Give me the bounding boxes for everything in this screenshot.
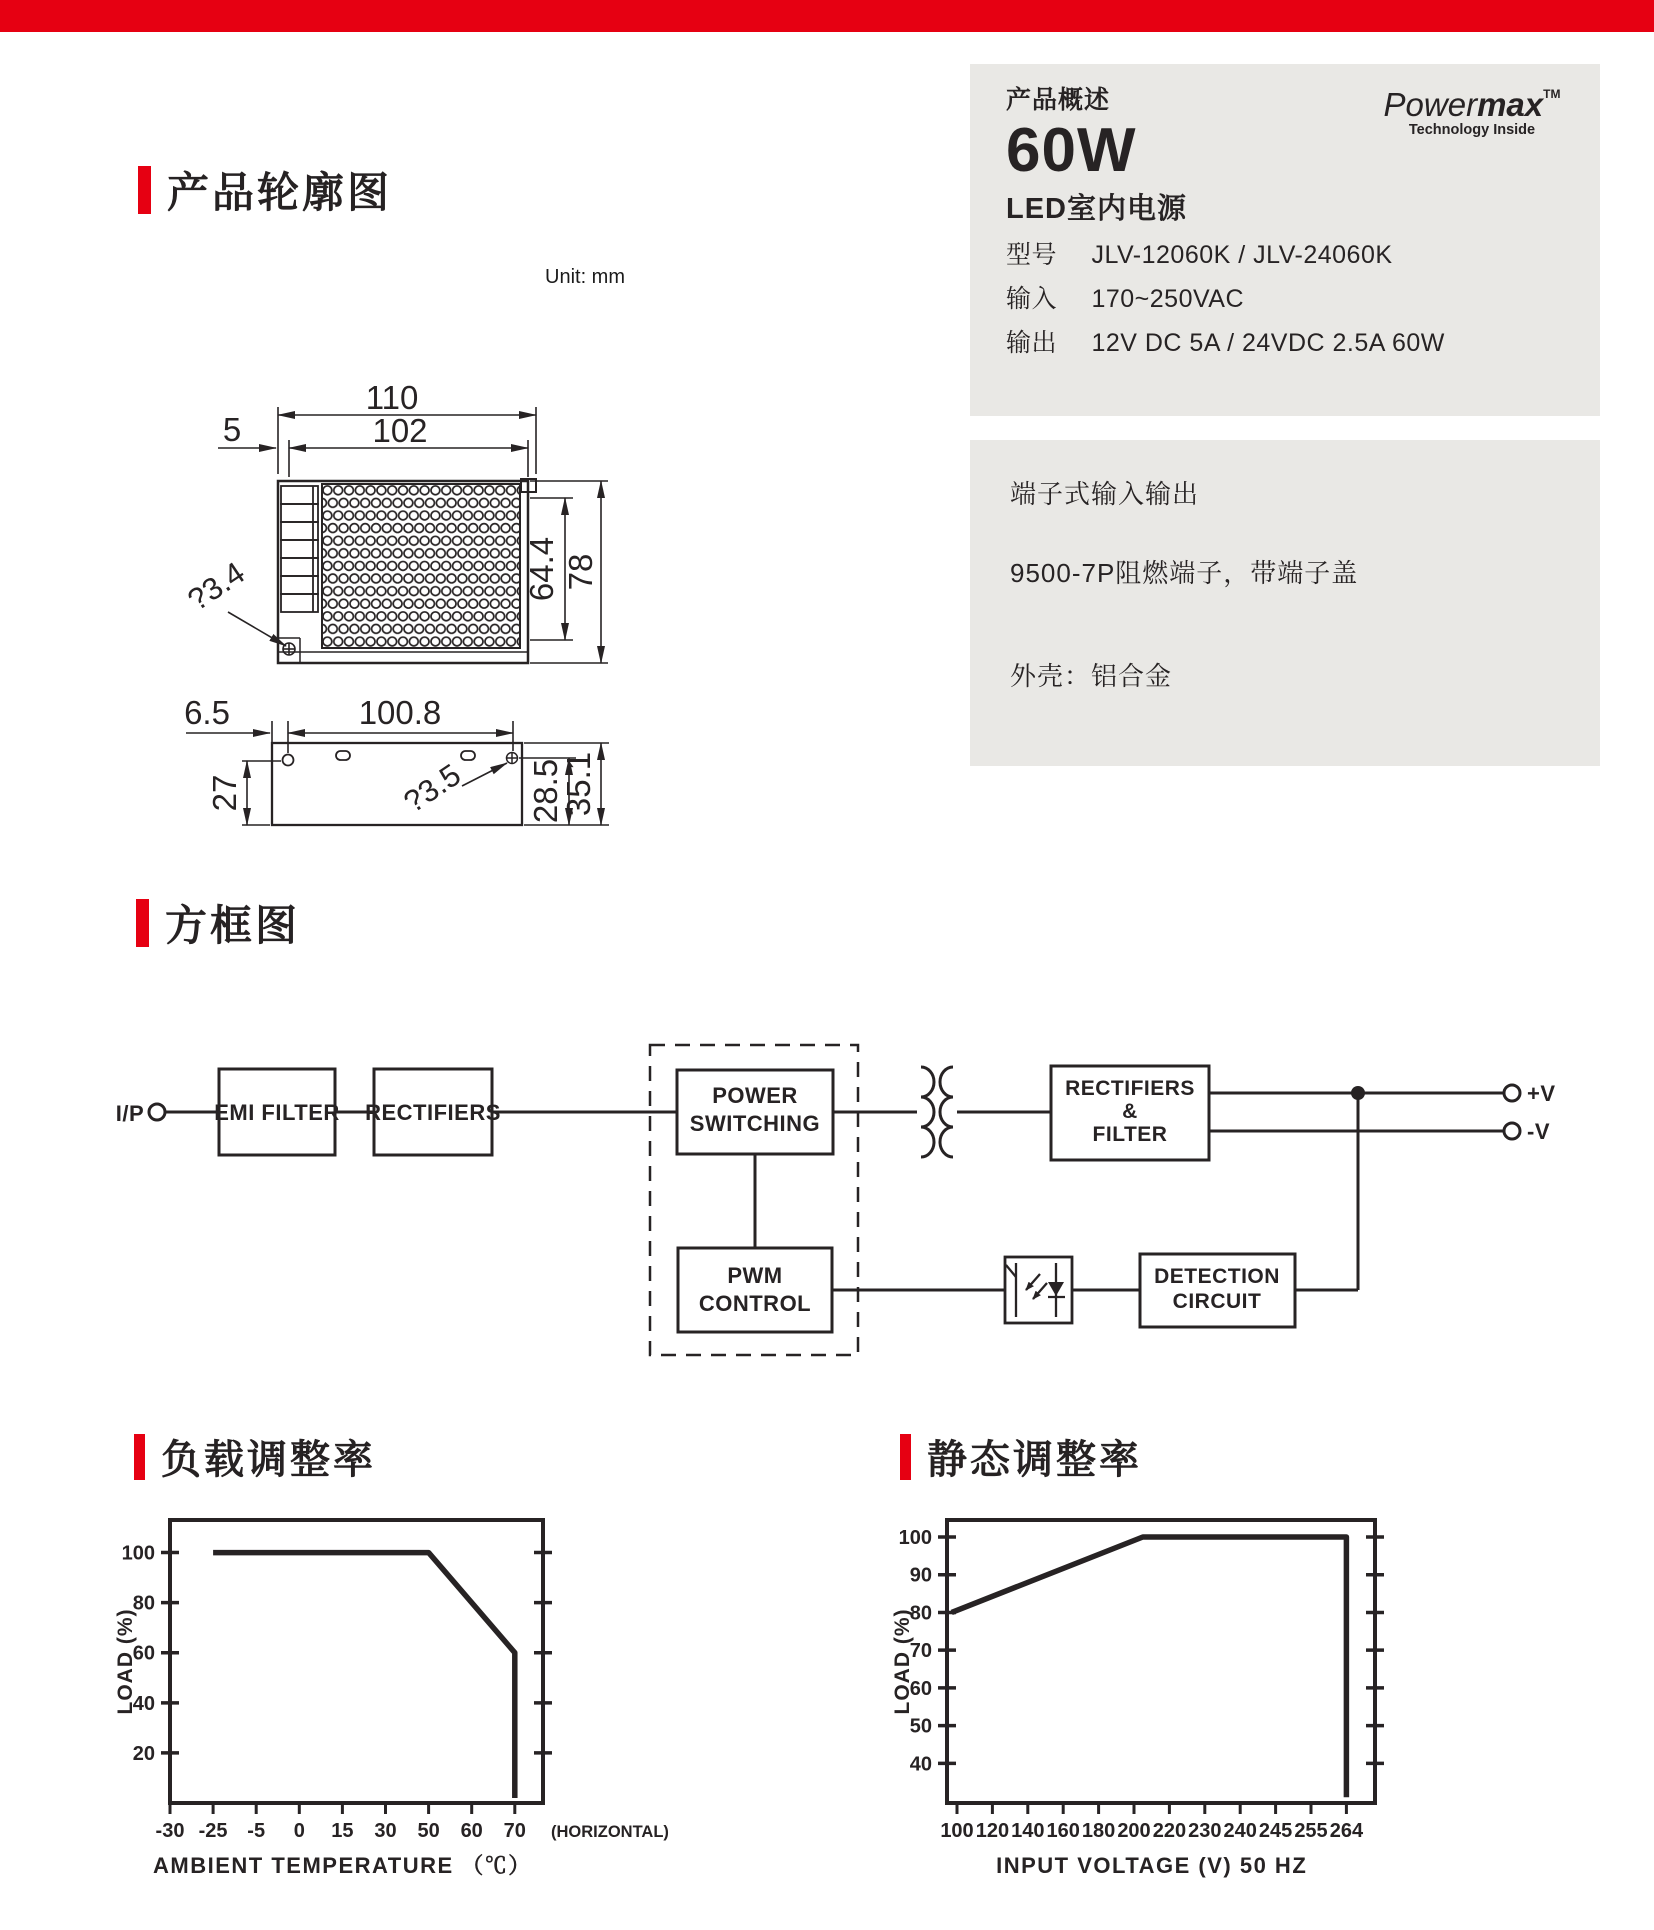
emi-filter-label: EMI FILTER bbox=[214, 1100, 340, 1125]
x-tick-label: 100 bbox=[940, 1820, 974, 1842]
input-label: I/P bbox=[115, 1101, 145, 1126]
spec-label: 型号 bbox=[1006, 241, 1058, 269]
section-heading-block bbox=[136, 893, 300, 953]
product-subtitle: LED室内电源 bbox=[1006, 193, 1188, 225]
y-tick-label: 90 bbox=[909, 1564, 932, 1587]
dim-left-height: 27 bbox=[206, 774, 243, 812]
y-tick-label: 80 bbox=[132, 1592, 155, 1615]
y-tick-label: 70 bbox=[909, 1640, 932, 1663]
block-section-title: 方框图 bbox=[165, 902, 301, 949]
x-tick-label: 15 bbox=[331, 1820, 354, 1842]
dim-hole-side: ?3.5 bbox=[397, 756, 467, 820]
x-tick-label: -25 bbox=[198, 1820, 228, 1842]
section-heading-outline bbox=[138, 160, 392, 220]
overview-label: 产品概述 bbox=[1006, 86, 1111, 114]
output-pos-label: +V bbox=[1527, 1081, 1556, 1106]
top-red-bar bbox=[0, 0, 1654, 32]
y-tick-label: 40 bbox=[909, 1753, 932, 1776]
output-pos-terminal bbox=[1504, 1085, 1520, 1101]
static-regulation-title: 静态调整率 bbox=[927, 1438, 1142, 1482]
x-axis-title: AMBIENT TEMPERATURE （℃） bbox=[153, 1853, 532, 1878]
section-heading-load-regulation bbox=[134, 1428, 376, 1485]
powermax-logo bbox=[1382, 86, 1562, 138]
section-heading-static-regulation bbox=[900, 1428, 1142, 1485]
dim-offset: 6.5 bbox=[184, 694, 230, 731]
power-switching-label: POWER bbox=[712, 1083, 798, 1108]
x-tick-label: 200 bbox=[1117, 1820, 1151, 1842]
y-tick-label: 100 bbox=[121, 1542, 155, 1565]
x-tick-label: 230 bbox=[1188, 1820, 1222, 1842]
pwm-control-box bbox=[678, 1248, 832, 1332]
x-tick-label: -30 bbox=[155, 1820, 185, 1842]
powermax-wordmark: Powermax™ bbox=[1383, 86, 1561, 123]
spec-label: 输出 bbox=[1006, 329, 1058, 357]
y-tick-label: 80 bbox=[909, 1602, 932, 1625]
block-diagram bbox=[100, 1030, 1600, 1390]
load-regulation-title: 负载调整率 bbox=[161, 1438, 376, 1482]
wattage: 60W bbox=[1006, 116, 1137, 185]
unit-note: Unit: mm bbox=[545, 266, 625, 288]
junction-dot bbox=[1351, 1086, 1365, 1100]
dim-lip: 5 bbox=[222, 411, 242, 448]
x-axis-note: (HORIZONTAL) bbox=[551, 1823, 669, 1841]
dim-total-height: 35.1 bbox=[560, 751, 597, 817]
logo-tagline: Technology Inside bbox=[1408, 122, 1536, 138]
heading-red-bar bbox=[900, 1434, 911, 1480]
heading-red-bar bbox=[138, 166, 151, 214]
dim-width-outer: 110 bbox=[365, 380, 419, 416]
x-tick-label: -5 bbox=[247, 1820, 266, 1842]
x-tick-label: 240 bbox=[1223, 1820, 1257, 1842]
x-tick-label: 180 bbox=[1081, 1820, 1116, 1842]
y-tick-label: 60 bbox=[132, 1642, 155, 1665]
data-line bbox=[952, 1537, 1347, 1797]
rectifiers-filter-label: RECTIFIERS bbox=[1065, 1077, 1195, 1100]
x-tick-label: 140 bbox=[1011, 1820, 1045, 1842]
product-outline-drawing bbox=[140, 380, 700, 850]
spec-label: 输入 bbox=[1006, 285, 1058, 313]
spec-value: 12V DC 5A / 24VDC 2.5A 60W bbox=[1091, 329, 1445, 357]
psu-front-view bbox=[278, 479, 536, 663]
mounting-hole-side bbox=[283, 755, 294, 766]
x-tick-label: 0 bbox=[293, 1820, 305, 1842]
dim-height-inner: 64.4 bbox=[523, 536, 560, 602]
spec-value: JLV-12060K / JLV-24060K bbox=[1091, 241, 1393, 269]
y-tick-label: 60 bbox=[909, 1677, 932, 1700]
pwm-control-label: PWM bbox=[727, 1263, 783, 1288]
transformer-secondary-coil bbox=[940, 1067, 953, 1157]
features-panel bbox=[970, 440, 1600, 766]
x-tick-label: 70 bbox=[503, 1820, 526, 1842]
dim-height-outer: 78 bbox=[562, 553, 599, 591]
y-axis-title: LOAD (%) bbox=[891, 1608, 914, 1715]
rectifiers-label: RECTIFIERS bbox=[365, 1100, 501, 1125]
feature-case: 外壳：铝合金 bbox=[1010, 661, 1173, 691]
rectifiers-filter-label: FILTER bbox=[1092, 1123, 1168, 1146]
block-diagram-wiring bbox=[149, 1045, 1520, 1355]
y-axis-title: LOAD (%) bbox=[114, 1608, 137, 1715]
spec-value: 170~250VAC bbox=[1091, 285, 1245, 313]
x-tick-label: 255 bbox=[1294, 1820, 1328, 1842]
load-regulation-chart bbox=[100, 1480, 700, 1890]
pwm-control-label: CONTROL bbox=[698, 1291, 812, 1316]
heading-red-bar bbox=[134, 1434, 145, 1480]
terminal-block bbox=[281, 486, 318, 612]
feature-terminal-type: 端子式输入输出 bbox=[1010, 479, 1200, 509]
y-tick-label: 100 bbox=[898, 1526, 932, 1549]
x-tick-label: 60 bbox=[460, 1820, 483, 1842]
dim-hole-height: 28.5 bbox=[527, 758, 564, 824]
product-overview-panel bbox=[970, 64, 1600, 416]
plot-frame bbox=[947, 1520, 1375, 1803]
mounting-screw-side bbox=[507, 753, 518, 764]
dim-hole-front: ?3.4 bbox=[181, 554, 251, 618]
psu-side-view bbox=[272, 743, 522, 825]
spec-row-input bbox=[1006, 279, 1600, 315]
x-tick-label: 120 bbox=[975, 1820, 1010, 1842]
trademark-symbol: TM bbox=[1543, 87, 1561, 101]
static-regulation-chart bbox=[850, 1480, 1520, 1890]
y-tick-label: 40 bbox=[132, 1692, 155, 1715]
plot-frame bbox=[170, 1520, 543, 1803]
feature-terminal-detail: 9500-7P阻燃端子，带端子盖 bbox=[1010, 558, 1359, 588]
y-tick-label: 20 bbox=[132, 1742, 155, 1765]
x-tick-label: 220 bbox=[1152, 1820, 1187, 1842]
detection-circuit-label: DETECTION bbox=[1154, 1265, 1280, 1288]
x-tick-label: 30 bbox=[374, 1820, 397, 1842]
detection-circuit-label: CIRCUIT bbox=[1172, 1290, 1262, 1313]
spec-row-model bbox=[1006, 235, 1600, 271]
input-terminal bbox=[149, 1104, 165, 1120]
x-tick-label: 160 bbox=[1046, 1820, 1080, 1842]
rectifiers-filter-label: & bbox=[1122, 1100, 1138, 1123]
dim-width-inner: 102 bbox=[372, 412, 428, 449]
transformer-primary-coil bbox=[921, 1067, 934, 1157]
x-tick-label: 264 bbox=[1329, 1820, 1364, 1842]
outline-section-title: 产品轮廓图 bbox=[167, 169, 393, 216]
heading-red-bar bbox=[136, 899, 149, 947]
dim-pitch: 100.8 bbox=[358, 694, 442, 731]
vent-perforations bbox=[322, 484, 520, 648]
spec-row-output bbox=[1006, 323, 1600, 359]
x-axis-title: INPUT VOLTAGE (V) 50 HZ bbox=[996, 1853, 1308, 1878]
output-neg-terminal bbox=[1504, 1123, 1520, 1139]
y-tick-label: 50 bbox=[909, 1715, 932, 1738]
output-neg-label: -V bbox=[1527, 1119, 1550, 1144]
x-tick-label: 245 bbox=[1258, 1820, 1293, 1842]
power-switching-label: SWITCHING bbox=[689, 1111, 821, 1136]
x-tick-label: 50 bbox=[417, 1820, 440, 1842]
data-line bbox=[213, 1553, 515, 1798]
optocoupler-icon bbox=[1006, 1263, 1065, 1317]
